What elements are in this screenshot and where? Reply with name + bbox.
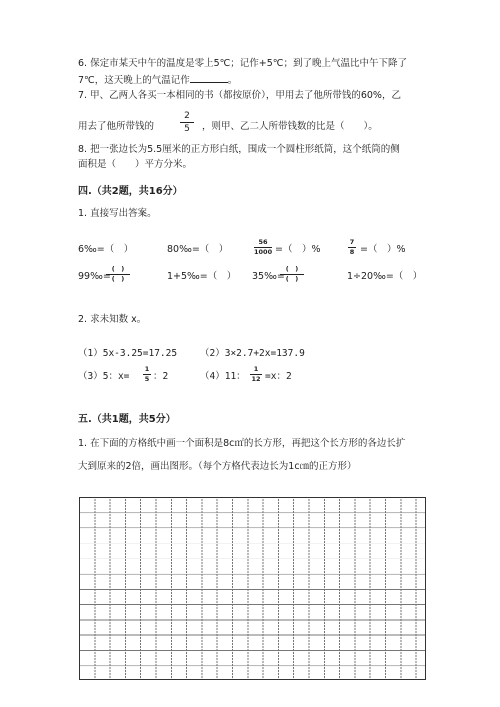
q6-answer-blank[interactable]	[190, 73, 228, 83]
calc-7-8-rest: =（ ）%	[360, 244, 406, 255]
q7-fraction	[180, 111, 194, 134]
equation-4-rest: =x：2	[265, 371, 292, 382]
grid-paper[interactable]	[79, 497, 426, 680]
section5-q1-line1: 1. 在下面的方格纸中画一个面积是8c㎡的长方形，再把这个长方形的各边长扩	[78, 438, 406, 449]
calc-56-1000-fraction	[254, 239, 272, 256]
fraction-denominator: 8	[349, 248, 355, 256]
q7-line2-text: 用去了他所带钱的	[78, 121, 155, 132]
q7-line2-rest: ，则甲、乙二人所带钱数的比是（ ）。	[202, 121, 378, 132]
section5-q1-line2: 大到原来的2倍，画出图形。（每个方格代表边长为1c㎝的正方形）	[78, 461, 357, 472]
calc-99-permil-fraction	[106, 266, 130, 283]
q7-fraction-numerator: 2	[184, 111, 190, 121]
q8-line1: 8. 把一张边长为5.5厘米的正方形白纸，围成一个圆柱形纸筒，这个纸筒的侧	[78, 144, 400, 155]
fraction-denominator: 5	[144, 375, 150, 383]
calc-99-permil-label: 99‰=	[78, 271, 111, 282]
q6-line1: 6. 保定市某天中午的温度是零上5℃；记作+5℃；到了晚上气温比中午下降了	[78, 58, 407, 69]
q6-line2-end: 。	[227, 75, 238, 86]
fraction-numerator: 1	[253, 365, 259, 373]
equation-3-rest: ：2	[153, 371, 169, 382]
section4-q2-title: 2. 求未知数 x。	[78, 314, 147, 325]
equation-4-fraction	[250, 366, 262, 383]
calc-35-permil-label: 35‰=	[252, 271, 285, 282]
fraction-denominator: ( )	[285, 275, 299, 283]
equation-3-label: （3）5：x=	[78, 371, 130, 382]
fraction-numerator: 56	[258, 238, 268, 246]
fraction-numerator: 7	[349, 238, 355, 246]
q6-line2-text: 7℃，这天晚上的气温记作	[78, 75, 190, 86]
fraction-numerator: ( )	[111, 265, 125, 273]
fraction-denominator: 12	[251, 375, 261, 383]
fraction-denominator: 1000	[254, 248, 273, 256]
q7-fraction-bar	[180, 122, 194, 123]
section4-title: 四.（共2题，共16分）	[78, 186, 183, 197]
fraction-denominator: ( )	[111, 275, 125, 283]
calc-1-plus-5-permil: 1+5‰=（ ）	[167, 271, 237, 282]
section4-q1-title: 1. 直接写出答案。	[78, 208, 157, 219]
calc-80-permil: 80‰=（ ）	[167, 244, 229, 255]
section5-title: 五.（共1题，共5分）	[78, 414, 176, 425]
equation-1: （1）5x-3.25=17.25	[78, 348, 178, 359]
calc-7-8-fraction	[348, 239, 356, 256]
q8-line2: 面积是（ ）平方分米。	[78, 159, 193, 170]
fraction-numerator: 1	[144, 365, 150, 373]
calc-35-permil-fraction	[280, 266, 304, 283]
q6-line2	[78, 73, 237, 87]
calc-6-permil: 6‰=（ ）	[78, 244, 134, 255]
equation-4-label: （4）11：	[200, 371, 246, 382]
equation-3-fraction	[143, 366, 151, 383]
q7-line1: 7. 甲、乙两人各买一本相同的书（都按原价），甲用去了他所带钱的60%，乙	[78, 90, 401, 101]
equation-2: （2）3×2.7+2x=137.9	[200, 348, 305, 359]
calc-56-1000-rest: =（ ）%	[275, 244, 321, 255]
calc-1-div-20-permil: 1÷20‰=（ ）	[347, 271, 423, 282]
fraction-numerator: ( )	[285, 265, 299, 273]
q7-fraction-denominator: 5	[184, 124, 190, 134]
grid-dash-overlay	[80, 498, 425, 679]
